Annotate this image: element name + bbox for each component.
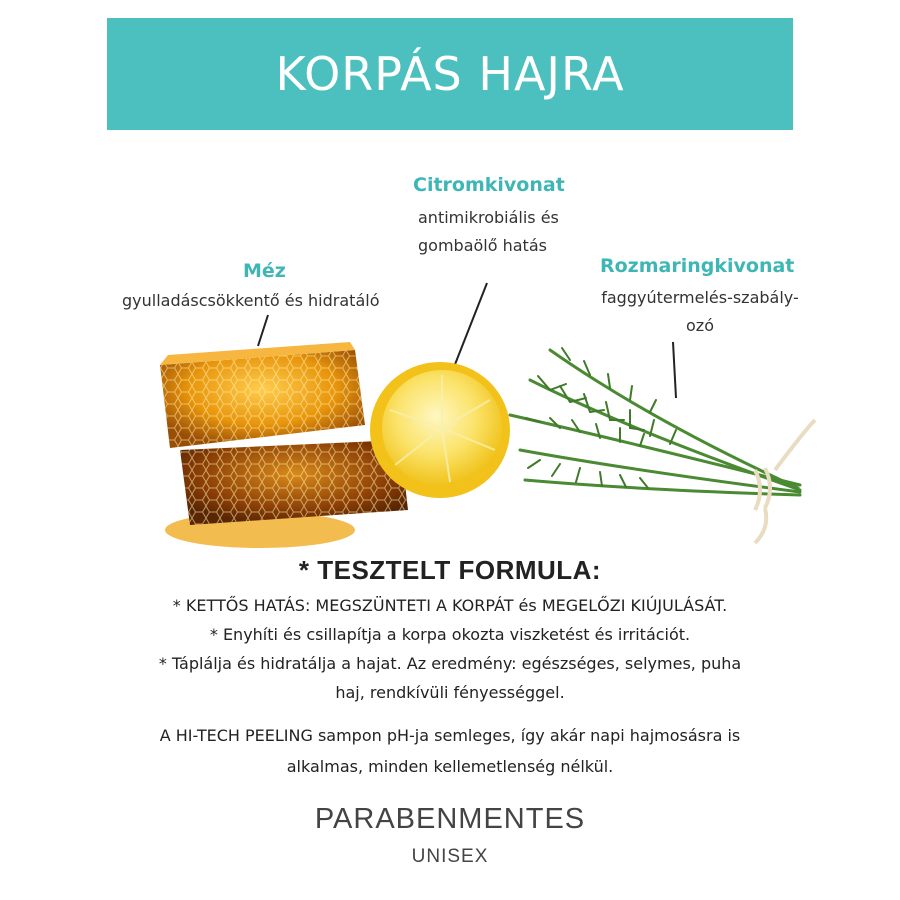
- ph-note: [120, 720, 780, 782]
- claim-line: * KETTŐS HATÁS: MEGSZÜNTETI A KORPÁT és MEGELŐZI KIÚJULÁSÁT.: [172, 596, 728, 615]
- claim-line: * Táplálja és hidratálja a hajat. Az eredmény: egészséges, selymes, puha: [158, 654, 742, 673]
- header-banner: [107, 18, 793, 130]
- paraben-free-label: PARABENMENTES: [314, 803, 586, 835]
- honey-ingredient-desc: [122, 287, 379, 315]
- rosemary-desc-line1: faggyútermelés-szabály-: [601, 288, 799, 307]
- honey-desc-line1: gyulladáscsökkentő és hidratáló: [122, 291, 380, 310]
- claim-line: haj, rendkívüli fényességgel.: [335, 683, 565, 702]
- page-title: KORPÁS HAJRA: [275, 47, 625, 101]
- lemon-desc-line1: antimikrobiális és: [418, 208, 559, 227]
- formula-claims: [120, 591, 780, 707]
- claim-line: * Enyhíti és csillapítja a korpa okozta viszketést és irritációt.: [209, 625, 691, 644]
- formula-title: * TESZTELT FORMULA:: [298, 555, 602, 585]
- lemon-ingredient-desc: [418, 204, 559, 260]
- ph-note-line1: A HI-TECH PEELING sampon pH-ja semleges, így akár napi hajmosásra is: [159, 726, 741, 745]
- ph-note-line2: alkalmas, minden kellemetlenség nélkül.: [286, 757, 614, 776]
- lemon-desc-line2: gombaölő hatás: [418, 236, 547, 255]
- rosemary-ingredient-name: Rozmaringkivonat: [600, 255, 795, 277]
- unisex-label: UNISEX: [411, 846, 489, 867]
- rosemary-desc-line2: ozó: [686, 316, 714, 335]
- ingredients-illustration: [150, 320, 820, 560]
- honey-ingredient-name: Méz: [243, 260, 286, 282]
- lemon-ingredient-name: Citromkivonat: [413, 174, 565, 196]
